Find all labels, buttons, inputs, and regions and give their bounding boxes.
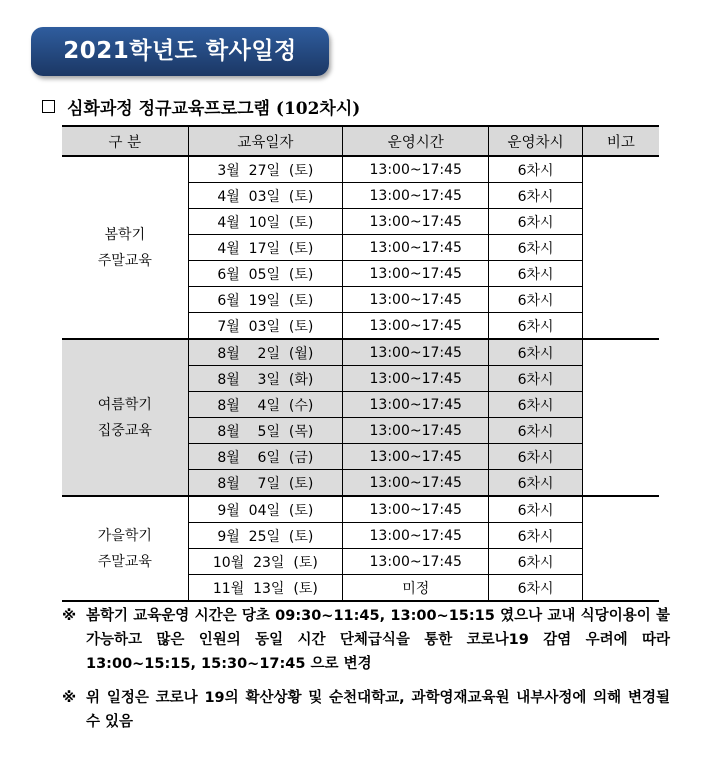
schedule-body	[62, 156, 659, 601]
cell-date: 6월 05일 (토)	[188, 261, 342, 287]
cell-time: 13:00~17:45	[343, 470, 489, 497]
cell-note	[582, 156, 659, 339]
page-title-banner: 2021학년도 학사일정	[31, 27, 329, 76]
cell-count: 6차시	[489, 183, 582, 209]
cell-time: 13:00~17:45	[343, 235, 489, 261]
table-row	[62, 156, 659, 183]
header-time: 운영시간	[343, 126, 489, 156]
cell-time: 13:00~17:45	[343, 444, 489, 470]
cell-date: 8월 7일 (토)	[188, 470, 342, 497]
cell-date: 8월 3일 (화)	[188, 366, 342, 392]
cell-time: 13:00~17:45	[343, 261, 489, 287]
table-header-row	[62, 126, 659, 156]
cell-count: 6차시	[489, 444, 582, 470]
table-row	[62, 339, 659, 366]
cell-time: 13:00~17:45	[343, 156, 489, 183]
cell-count: 6차시	[489, 209, 582, 235]
note-mark: ※	[62, 608, 77, 624]
cell-date: 10월 23일 (토)	[188, 549, 342, 575]
header-category: 구 분	[62, 126, 188, 156]
note-item	[62, 686, 670, 734]
note-mark: ※	[62, 690, 77, 706]
cell-count: 6차시	[489, 366, 582, 392]
group-label-line2: 주말교육	[97, 553, 152, 570]
table-row	[62, 496, 659, 523]
cell-time: 미정	[343, 575, 489, 602]
cell-count: 6차시	[489, 523, 582, 549]
cell-time: 13:00~17:45	[343, 392, 489, 418]
cell-date: 8월 6일 (금)	[188, 444, 342, 470]
cell-time: 13:00~17:45	[343, 496, 489, 523]
header-date: 교육일자	[188, 126, 342, 156]
cell-count: 6차시	[489, 339, 582, 366]
cell-count: 6차시	[489, 549, 582, 575]
cell-date: 7월 03일 (토)	[188, 313, 342, 340]
cell-time: 13:00~17:45	[343, 549, 489, 575]
group-label-line2: 집중교육	[97, 422, 152, 439]
cell-count: 6차시	[489, 575, 582, 602]
group-label-line1: 봄학기	[104, 226, 146, 243]
cell-time: 13:00~17:45	[343, 523, 489, 549]
cell-time: 13:00~17:45	[343, 366, 489, 392]
section-title: 심화과정 정규교육프로그램 (102차시)	[67, 98, 361, 119]
cell-count: 6차시	[489, 313, 582, 340]
cell-time: 13:00~17:45	[343, 209, 489, 235]
cell-date: 9월 04일 (토)	[188, 496, 342, 523]
cell-date: 11월 13일 (토)	[188, 575, 342, 602]
cell-time: 13:00~17:45	[343, 313, 489, 340]
cell-time: 13:00~17:45	[343, 418, 489, 444]
cell-time: 13:00~17:45	[343, 287, 489, 313]
cell-note	[582, 339, 659, 496]
cell-count: 6차시	[489, 287, 582, 313]
group-label	[62, 496, 188, 601]
cell-count: 6차시	[489, 261, 582, 287]
group-label	[62, 156, 188, 339]
group-label-line1: 여름학기	[97, 396, 152, 413]
cell-date: 4월 03일 (토)	[188, 183, 342, 209]
header-count: 운영차시	[489, 126, 582, 156]
note-item	[62, 604, 670, 676]
cell-count: 6차시	[489, 496, 582, 523]
cell-date: 8월 4일 (수)	[188, 392, 342, 418]
cell-count: 6차시	[489, 470, 582, 497]
cell-count: 6차시	[489, 392, 582, 418]
cell-date: 6월 19일 (토)	[188, 287, 342, 313]
cell-date: 9월 25일 (토)	[188, 523, 342, 549]
group-label-line1: 가을학기	[97, 527, 152, 544]
notes	[62, 604, 670, 744]
cell-count: 6차시	[489, 156, 582, 183]
note-text: 위 일정은 코로나 19의 확산상황 및 순천대학교, 과학영재교육원 내부사정에 의해 변경될 수 있음	[86, 690, 670, 730]
cell-time: 13:00~17:45	[343, 339, 489, 366]
section-heading	[42, 92, 360, 120]
group-label	[62, 339, 188, 496]
cell-count: 6차시	[489, 418, 582, 444]
header-note: 비고	[582, 126, 659, 156]
group-label-line2: 주말교육	[97, 252, 152, 269]
cell-date: 3월 27일 (토)	[188, 156, 342, 183]
cell-date: 4월 10일 (토)	[188, 209, 342, 235]
cell-time: 13:00~17:45	[343, 183, 489, 209]
schedule-table	[62, 125, 659, 602]
cell-date: 8월 5일 (목)	[188, 418, 342, 444]
checkbox-icon	[42, 100, 55, 113]
cell-date: 4월 17일 (토)	[188, 235, 342, 261]
cell-count: 6차시	[489, 235, 582, 261]
cell-date: 8월 2일 (월)	[188, 339, 342, 366]
note-text: 봄학기 교육운영 시간은 당초 09:30~11:45, 13:00~15:15 였으나 교내 식당이용이 불가능하고 많은 인원의 동일 시간 단체급식을 통한 코로나19 감염 우려에 따라 13:00~15:15, 15:30~17:45 으로 변경	[86, 608, 670, 672]
cell-note	[582, 496, 659, 601]
